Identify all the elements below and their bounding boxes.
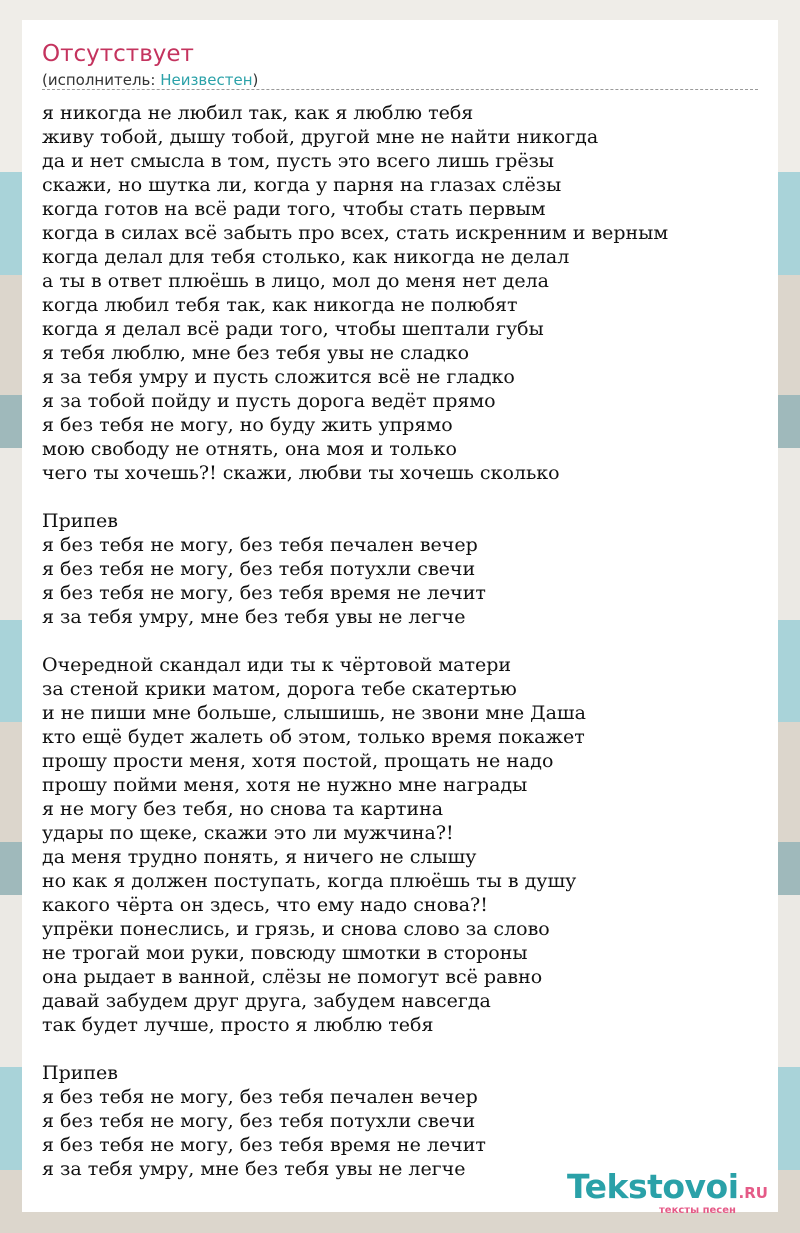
lyric-line: и не пиши мне больше, слышишь, не звони мне Даша [42,702,586,724]
lyric-line: а ты в ответ плюёшь в лицо, мол до меня нет дела [42,270,550,292]
lyric-line: да меня трудно понять, я ничего не слышу [42,846,477,868]
lyric-line: скажи, но шутка ли, когда у парня на глазах слёзы [42,174,562,196]
lyric-line: прошу прости меня, хотя постой, прощать не надо [42,750,554,772]
lyric-line: я за тобой пойду и пусть дорога ведёт прямо [42,390,496,412]
lyric-line: чего ты хочешь?! скажи, любви ты хочешь сколько [42,462,560,484]
lyric-line: Очередной скандал иди ты к чёртовой матери [42,654,512,676]
lyric-line: давай забудем друг друга, забудем навсегда [42,990,491,1012]
lyric-line: я за тебя умру, мне без тебя увы не легче [42,606,466,628]
artist-line [42,71,258,89]
stanza-gap [42,1037,762,1061]
lyric-line: я без тебя не могу, но буду жить упрямо [42,414,453,436]
lyric-line: когда готов на всё ради того, чтобы стать первым [42,198,546,220]
lyric-line: я без тебя не могу, без тебя печален вечер [42,534,478,556]
lyric-line: я тебя люблю, мне без тебя увы не сладко [42,342,470,364]
artist-prefix: (исполнитель: [42,71,161,89]
logo-tagline: тексты песен [659,1205,736,1216]
lyrics-card [22,20,778,1216]
artist-suffix: ) [252,71,259,89]
artist-link[interactable]: Неизвестен [160,71,253,89]
lyric-line: за стеной крики матом, дорога тебе скатертью [42,678,517,700]
song-title: Отсутствует [42,41,194,67]
lyric-line: я никогда не любил так, как я люблю тебя [42,102,474,124]
lyric-line: какого чёрта он здесь, что ему надо снова?! [42,894,488,916]
lyric-line: я без тебя не могу, без тебя время не лечит [42,582,486,604]
logo-name: Tekstovoi [567,1167,739,1206]
lyric-line: удары по щеке, скажи это ли мужчина?! [42,822,454,844]
lyric-line: я без тебя не могу, без тебя потухли свечи [42,558,476,580]
lyric-line: так будет лучше, просто я люблю тебя [42,1014,434,1036]
lyric-line: мою свободу не отнять, она моя и только [42,438,457,460]
stanza-gap [42,485,762,509]
lyric-line: я без тебя не могу, без тебя потухли свечи [42,1110,476,1132]
lyric-line: живу тобой, дышу тобой, другой мне не найти никогда [42,126,599,148]
lyric-line: я не могу без тебя, но снова та картина [42,798,444,820]
lyric-line: когда в силах всё забыть про всех, стать искренним и верным [42,222,669,244]
title-divider [42,89,758,90]
lyric-line: когда я делал всё ради того, чтобы шептали губы [42,318,544,340]
lyric-line: я за тебя умру и пусть сложится всё не гладко [42,366,515,388]
lyric-line: когда делал для тебя столько, как никогда не делал [42,246,570,268]
lyric-line: я без тебя не могу, без тебя время не лечит [42,1134,486,1156]
lyric-line: но как я должен поступать, когда плюёшь ты в душу [42,870,577,892]
site-logo [567,1167,768,1216]
lyric-line: кто ещё будет жалеть об этом, только время покажет [42,726,585,748]
lyric-line: она рыдает в ванной, слёзы не помогут всё равно [42,966,543,988]
chorus-label: Припев [42,510,118,532]
lyric-line: когда любил тебя так, как никогда не полюбят [42,294,518,316]
logo-tld: .RU [738,1184,768,1202]
lyric-line: да и нет смысла в том, пусть это всего лишь грёзы [42,150,555,172]
stanza-gap [42,629,762,653]
lyric-line: не трогай мои руки, повсюду шмотки в стороны [42,942,528,964]
lyric-line: прошу пойми меня, хотя не нужно мне награды [42,774,528,796]
chorus-label: Припев [42,1062,118,1084]
lyrics-text [42,101,762,1181]
lyric-line: я за тебя умру, мне без тебя увы не легче [42,1158,466,1180]
lyric-line: упрёки понеслись, и грязь, и снова слово за слово [42,918,550,940]
lyric-line: я без тебя не могу, без тебя печален вечер [42,1086,478,1108]
